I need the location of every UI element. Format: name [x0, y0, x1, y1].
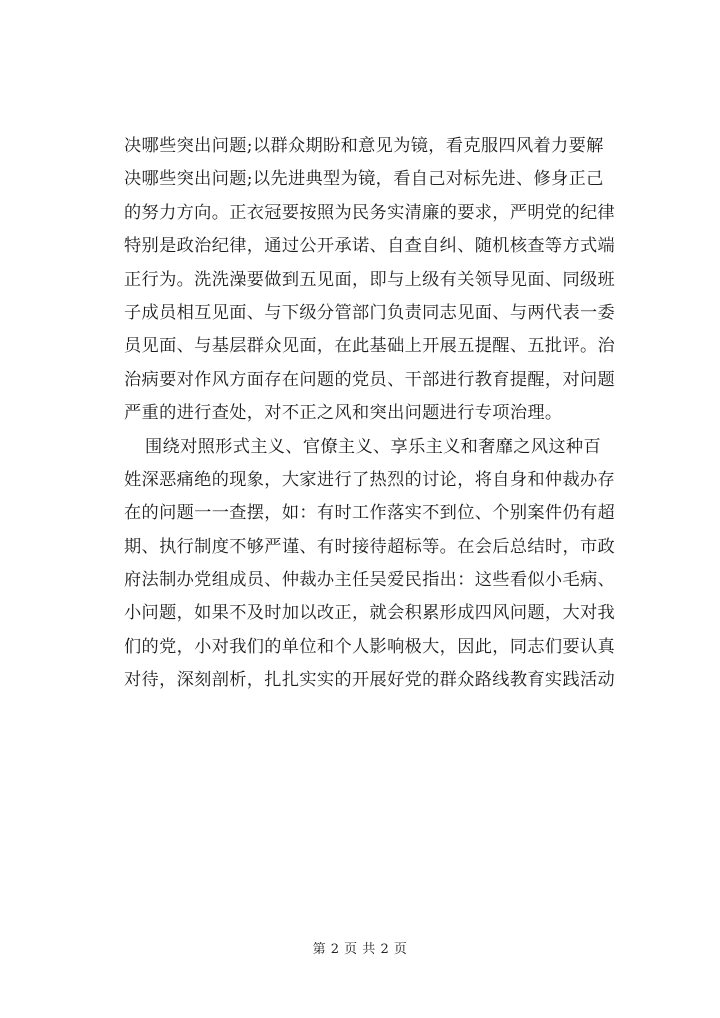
text-line: 府法制办党组成员、仲裁办主任吴爱民指出：这些看似小毛病、 — [124, 570, 616, 591]
document-body — [124, 130, 644, 698]
text-line: 特别是政治纪律，通过公开承诺、自查自纠、随机核查等方式端 — [124, 236, 616, 257]
text-line: 在的问题一一查摆，如：有时工作落实不到位、个别案件仍有超 — [124, 503, 616, 524]
text-line: 治病要对作风方面存在问题的党员、干部进行教育提醒，对问题 — [124, 369, 616, 390]
text-line: 姓深恶痛绝的现象，大家进行了热烈的讨论，将自身和仲裁办存 — [124, 469, 616, 490]
text-line: 正行为。洗洗澡要做到五见面，即与上级有关领导见面、同级班 — [124, 269, 616, 290]
paragraph-start-line: 围绕对照形式主义、官僚主义、享乐主义和奢靡之风这种百 — [145, 436, 601, 457]
text-line: 决哪些突出问题;以先进典型为镜，看自己对标先进、修身正己 — [124, 169, 604, 190]
text-line: 决哪些突出问题;以群众期盼和意见为镜，看克服四风着力要解 — [124, 136, 604, 156]
text-line: 子成员相互见面、与下级分管部门负责同志见面、与两代表一委 — [124, 302, 616, 323]
text-line: 们的党，小对我们的单位和个人影响极大，因此，同志们要认真 — [124, 636, 616, 657]
text-line: 严重的进行查处，对不正之风和突出问题进行专项治理。 — [124, 403, 563, 424]
text-line: 期、执行制度不够严谨、有时接待超标等。在会后总结时，市政 — [124, 536, 616, 557]
text-line: 小问题，如果不及时加以改正，就会积累形成四风问题，大对我 — [124, 603, 616, 624]
page-footer: 第 2 页 共 2 页 — [312, 942, 408, 957]
text-line: 对待，深刻剖析，扎扎实实的开展好党的群众路线教育实践活动 — [124, 670, 616, 691]
text-line: 的努力方向。正衣冠要按照为民务实清廉的要求，严明党的纪律 — [124, 202, 616, 223]
text-line: 员见面、与基层群众见面，在此基础上开展五提醒、五批评。治 — [124, 336, 616, 357]
